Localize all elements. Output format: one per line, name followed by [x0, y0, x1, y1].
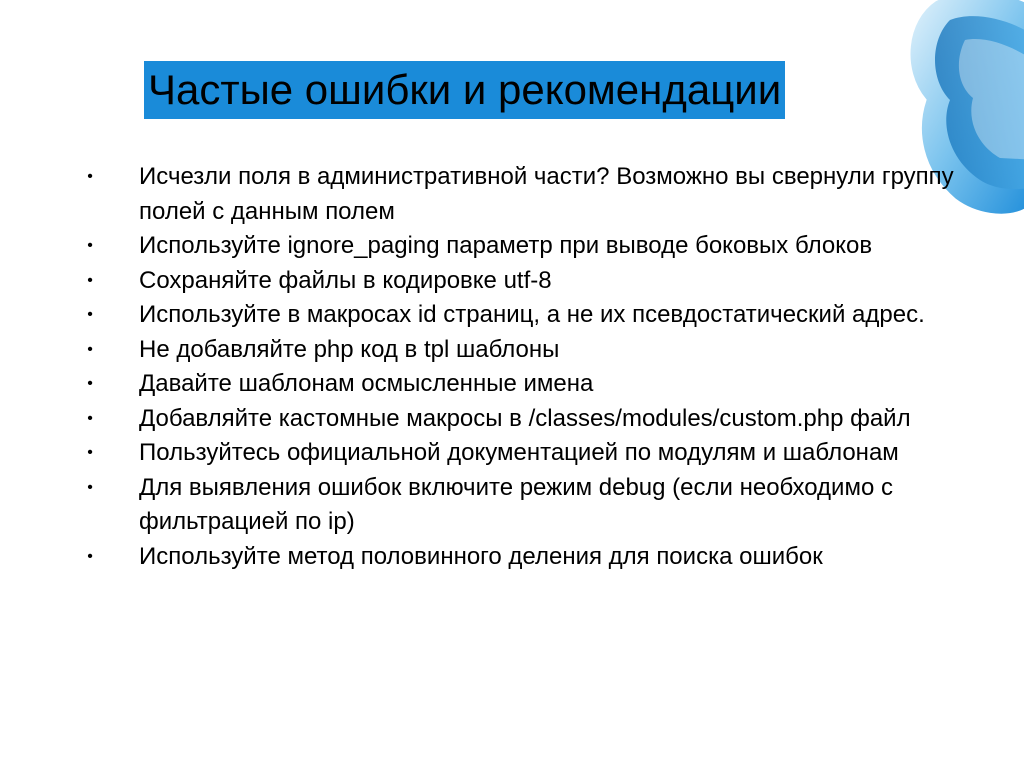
slide-title: Частые ошибки и рекомендации: [144, 61, 785, 119]
bullet-icon: •: [87, 271, 93, 289]
bullet-icon: •: [87, 306, 93, 323]
list-item: [0, 471, 979, 540]
list-item-text: Пользуйтесь официальной документацией по модулям и шаблонам: [139, 439, 899, 466]
bullet-list: [0, 160, 1024, 574]
bullet-icon: •: [87, 409, 93, 427]
list-item: [0, 264, 979, 299]
list-item: [0, 367, 979, 402]
bullet-icon: •: [87, 375, 93, 392]
bullet-icon: •: [87, 444, 93, 461]
list-item: [0, 333, 979, 368]
list-item: [0, 160, 979, 229]
list-item-text: Используйте в макросах id страниц, а не их псевдостатический адрес.: [139, 301, 925, 328]
list-item-text: Давайте шаблонам осмысленные имена: [139, 370, 594, 397]
bullet-icon: •: [87, 237, 93, 254]
list-item-text: Для выявления ошибок включите режим debug (если необходимо с фильтрацией по ip): [139, 473, 893, 535]
list-item: [0, 436, 979, 471]
bullet-icon: •: [87, 168, 93, 185]
list-item: [0, 540, 979, 575]
list-item-text: Добавляйте кастомные макросы в /classes/modules/custom.php файл: [139, 404, 911, 432]
list-item-text: Используйте ignore_paging параметр при выводе боковых блоков: [139, 232, 873, 259]
list-item-text: Используйте метод половинного деления для поиска ошибок: [139, 542, 823, 570]
list-item: [0, 402, 979, 437]
bullet-icon: •: [87, 547, 93, 565]
list-item-text: Исчезли поля в административной части? Возможно вы свернули группу полей с данным полем: [139, 163, 954, 225]
list-item: [0, 298, 979, 333]
list-item-text: Сохраняйте файлы в кодировке utf-8: [139, 266, 552, 294]
bullet-icon: •: [87, 340, 93, 358]
list-item: [0, 229, 979, 264]
list-item-text: Не добавляйте php код в tpl шаблоны: [139, 335, 560, 363]
bullet-icon: •: [87, 478, 93, 496]
